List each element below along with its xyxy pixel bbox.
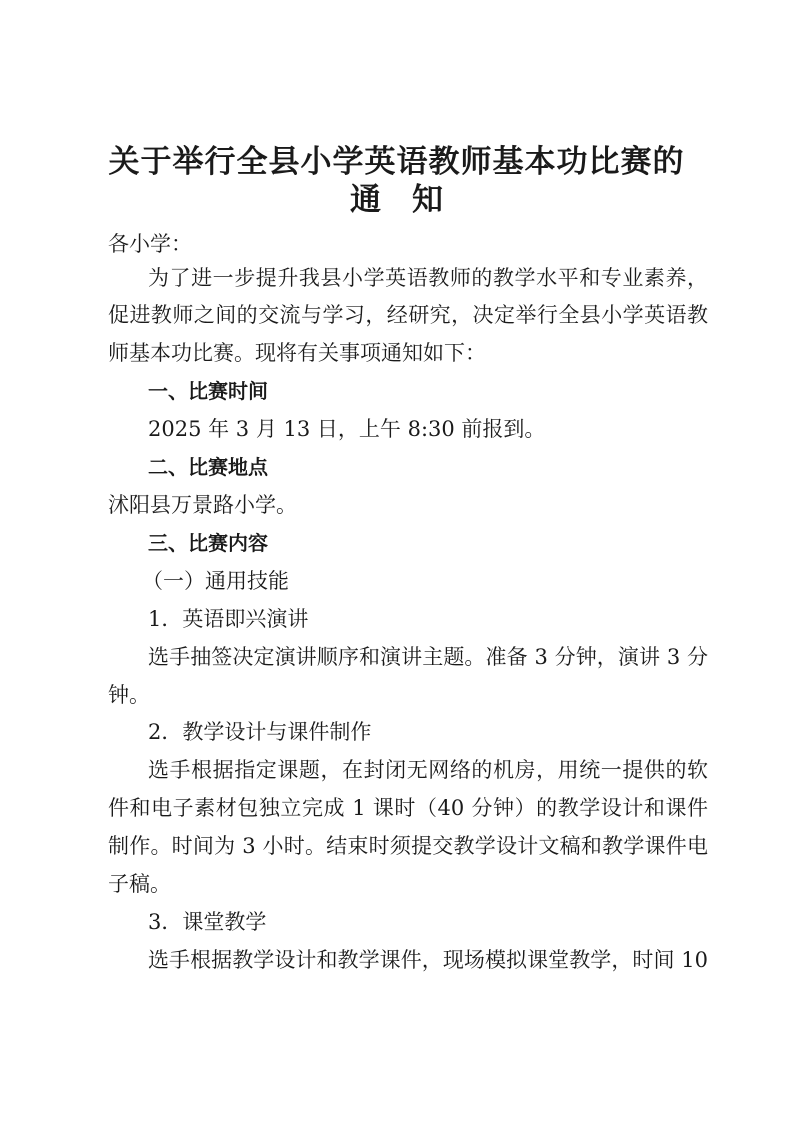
section-heading-time: 一、比赛时间 — [148, 379, 268, 403]
item-text-line: 件和电子素材包独立完成 1 课时（40 分钟）的教学设计和课件 — [108, 796, 708, 820]
section-heading-content: 三、比赛内容 — [148, 531, 268, 555]
item-text-line: 选手根据教学设计和教学课件，现场模拟课堂教学，时间 10 — [148, 948, 708, 972]
section-heading-place: 二、比赛地点 — [148, 455, 268, 479]
item-text-line: 钟。 — [108, 683, 150, 707]
item-title-teaching: 3．课堂教学 — [148, 910, 267, 934]
notice-title: 关于举行全县小学英语教师基本功比赛的 — [108, 144, 685, 180]
subsection-general-skills: （一）通用技能 — [142, 569, 289, 593]
item-text-line: 选手根据指定课题，在封闭无网络的机房，用统一提供的软 — [148, 758, 708, 782]
item-title-speech: 1．英语即兴演讲 — [148, 607, 309, 631]
item-text-line: 选手抽签决定演讲顺序和演讲主题。准备 3 分钟，演讲 3 分 — [148, 645, 708, 669]
intro-line: 为了进一步提升我县小学英语教师的教学水平和专业素养， — [148, 266, 708, 290]
item-text-line: 子稿。 — [108, 872, 171, 896]
notice-title-suffix: 通 知 — [350, 182, 443, 218]
salutation: 各小学： — [108, 232, 192, 256]
section-text-time: 2025 年 3 月 13 日，上午 8:30 前报到。 — [148, 417, 546, 441]
section-text-place: 沭阳县万景路小学。 — [108, 493, 297, 517]
intro-line: 师基本功比赛。现将有关事项通知如下： — [108, 341, 486, 365]
item-text-line: 制作。时间为 3 小时。结束时须提交教学设计文稿和教学课件电 — [108, 834, 708, 858]
item-title-design: 2．教学设计与课件制作 — [148, 720, 372, 744]
intro-line: 促进教师之间的交流与学习，经研究，决定举行全县小学英语教 — [108, 303, 708, 327]
